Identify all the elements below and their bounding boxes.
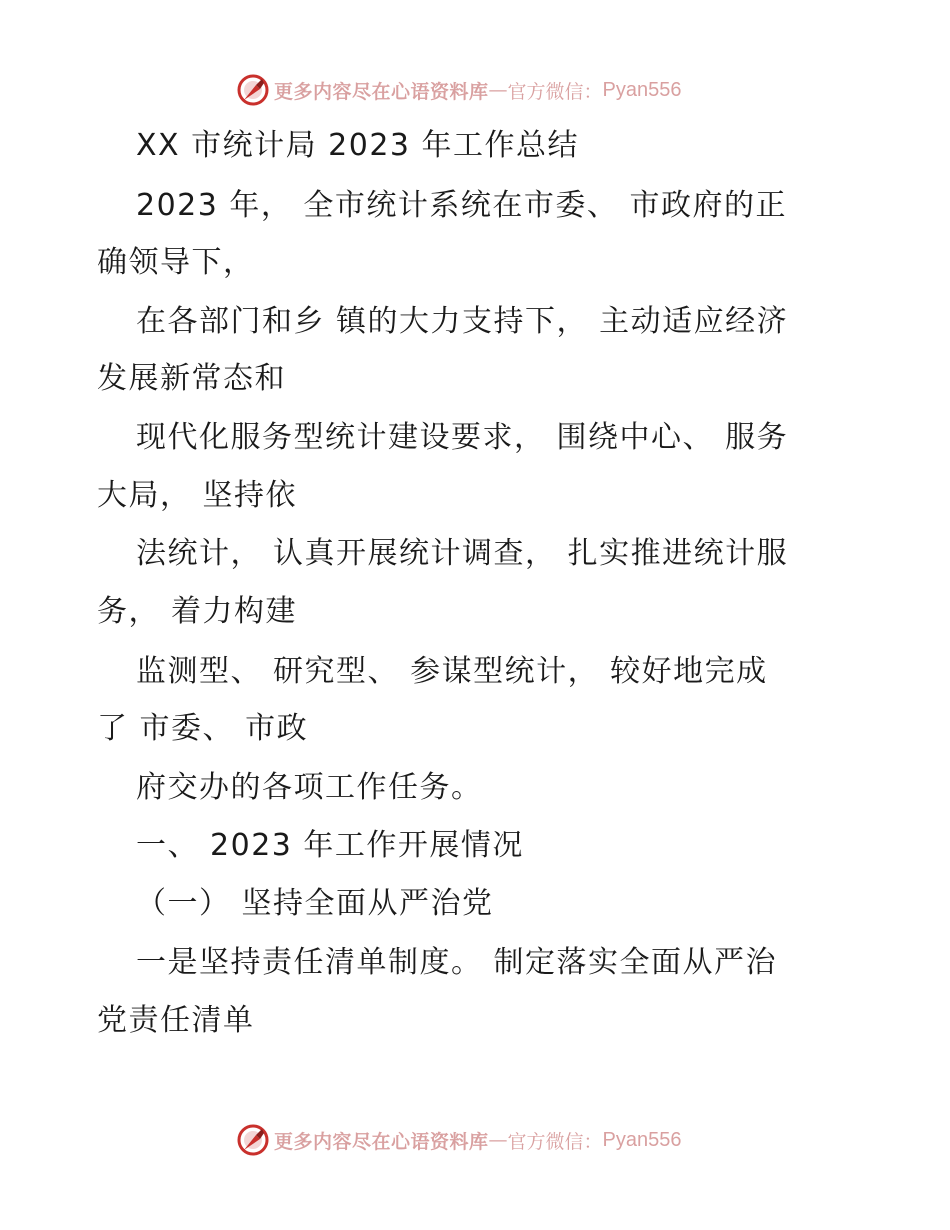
- watermark-main-text: 更多内容尽在心语资料库: [274, 1130, 489, 1153]
- watermark-banner-bottom: [0, 1120, 950, 1160]
- body-line: 发展新常态和: [97, 361, 286, 396]
- watermark-id: Pyan556: [602, 1128, 682, 1151]
- watermark-id: Pyan556: [602, 78, 682, 101]
- body-line: 一是坚持责任清单制度。 制定落实全面从严治: [136, 945, 778, 980]
- body-line: 务， 着力构建: [97, 594, 298, 629]
- body-line: 大局， 坚持依: [97, 478, 298, 513]
- body-line: 法统计， 认真开展统计调查， 扎实推进统计服: [136, 536, 789, 571]
- body-line: 2023 年， 全市统计系统在市委、 市政府的正: [136, 188, 787, 223]
- body-line: 监测型、 研究型、 参谋型统计， 较好地完成: [136, 654, 768, 689]
- body-line: 现代化服务型统计建设要求， 围绕中心、 服务: [136, 420, 789, 455]
- watermark-main-text: 更多内容尽在心语资料库: [274, 80, 489, 103]
- body-line: 在各部门和乡 镇的大力支持下， 主动适应经济: [136, 304, 789, 339]
- watermark-label: 官方微信：: [507, 1130, 603, 1153]
- body-line: 府交办的各项工作任务。: [136, 770, 483, 805]
- body-line: 了 市委、 市政: [97, 711, 309, 746]
- watermark-banner-top: [0, 70, 950, 110]
- document-title: XX 市统计局 2023 年工作总结: [136, 128, 580, 163]
- body-line: 确领导下，: [97, 245, 255, 280]
- watermark-label: 官方微信：: [507, 80, 603, 103]
- subsection-heading: （一） 坚持全面从严治党: [136, 886, 494, 921]
- watermark-content: [236, 73, 682, 107]
- watermark-separator: —: [488, 79, 508, 101]
- pen-nib-logo-icon: [236, 73, 270, 107]
- watermark-content: [236, 1123, 682, 1157]
- section-heading: 一、 2023 年工作开展情况: [136, 828, 524, 863]
- body-line: 党责任清单: [97, 1003, 255, 1038]
- watermark-separator: —: [488, 1129, 508, 1151]
- pen-nib-logo-icon: [236, 1123, 270, 1157]
